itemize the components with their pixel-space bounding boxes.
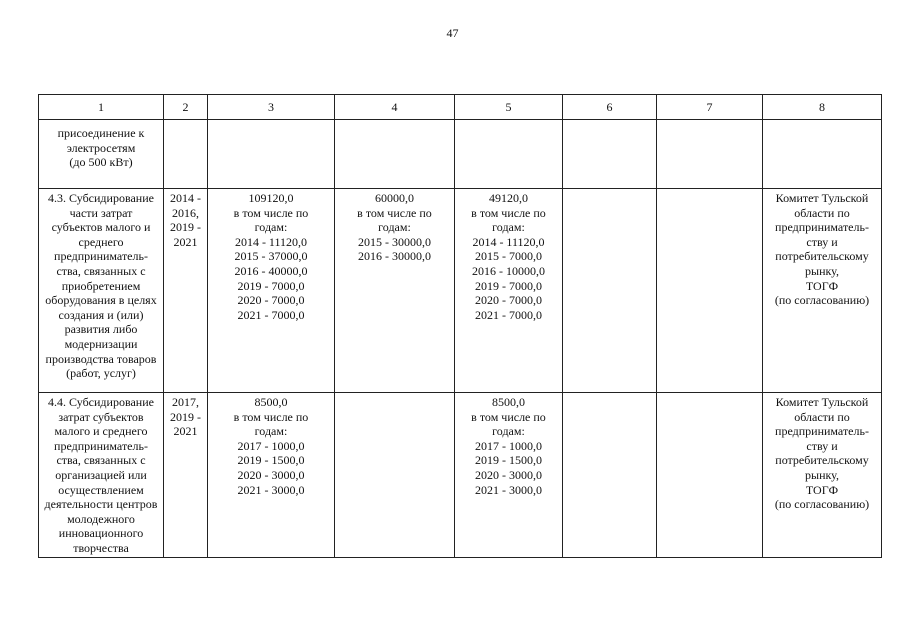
total-funding-cell: 109120,0 в том числе по годам: 2014 - 11120,0 2015 - 37000,0 2016 - 40000,0 2019 - 7000,0 2020 - 7000,0 2021 - 7000,0 xyxy=(208,189,335,393)
table-row xyxy=(39,393,882,558)
total-funding-cell: 8500,0 в том числе по годам: 2017 - 1000,0 2019 - 1500,0 2020 - 3000,0 2021 - 3000,0 xyxy=(208,393,335,558)
funding-col5-cell xyxy=(455,120,563,189)
period-cell xyxy=(164,120,208,189)
funding-col4-cell xyxy=(335,393,455,558)
funding-col6-cell xyxy=(563,189,657,393)
funding-col4-cell xyxy=(335,120,455,189)
funding-col4-cell: 60000,0 в том числе по годам: 2015 - 30000,0 2016 - 30000,0 xyxy=(335,189,455,393)
funding-col7-cell xyxy=(657,120,763,189)
header-cell-1: 1 xyxy=(39,95,164,120)
responsible-cell: Комитет Тульской области по предприниматель- ству и потребительскому рынку, ТОГФ (по согласованию) xyxy=(763,189,882,393)
header-row xyxy=(39,95,882,120)
funding-col5-cell: 8500,0 в том числе по годам: 2017 - 1000,0 2019 - 1500,0 2020 - 3000,0 2021 - 3000,0 xyxy=(455,393,563,558)
funding-col6-cell xyxy=(563,393,657,558)
measure-name-cell: присоединение к электросетям (до 500 кВт) xyxy=(39,120,164,189)
header-cell-7: 7 xyxy=(657,95,763,120)
program-table xyxy=(38,94,882,558)
funding-col7-cell xyxy=(657,189,763,393)
funding-col5-cell: 49120,0 в том числе по годам: 2014 - 11120,0 2015 - 7000,0 2016 - 10000,0 2019 - 7000,0 2020 - 7000,0 2021 - 7000,0 xyxy=(455,189,563,393)
responsible-cell xyxy=(763,120,882,189)
responsible-cell: Комитет Тульской области по предприниматель- ству и потребительскому рынку, ТОГФ (по согласованию) xyxy=(763,393,882,558)
header-cell-6: 6 xyxy=(563,95,657,120)
header-cell-2: 2 xyxy=(164,95,208,120)
header-cell-4: 4 xyxy=(335,95,455,120)
page-number: 47 xyxy=(446,26,459,40)
header-cell-8: 8 xyxy=(763,95,882,120)
period-cell: 2014 - 2016, 2019 - 2021 xyxy=(164,189,208,393)
funding-col6-cell xyxy=(563,120,657,189)
total-funding-cell xyxy=(208,120,335,189)
measure-name-cell: 4.4. Субсидирование затрат субъектов малого и среднего предприниматель- ства, связанных с организацией или осуществлением деятельности центров молодежного инновационного творчества xyxy=(39,393,164,558)
header-cell-3: 3 xyxy=(208,95,335,120)
header-cell-5: 5 xyxy=(455,95,563,120)
period-cell: 2017, 2019 - 2021 xyxy=(164,393,208,558)
measure-name-cell: 4.3. Субсидирование части затрат субъектов малого и среднего предприниматель- ства, связанных с приобретением оборудования в целях создания и (или) развития либо модернизации производства товаров (работ, услуг) xyxy=(39,189,164,393)
funding-col7-cell xyxy=(657,393,763,558)
table-row xyxy=(39,120,882,189)
table-row xyxy=(39,189,882,393)
